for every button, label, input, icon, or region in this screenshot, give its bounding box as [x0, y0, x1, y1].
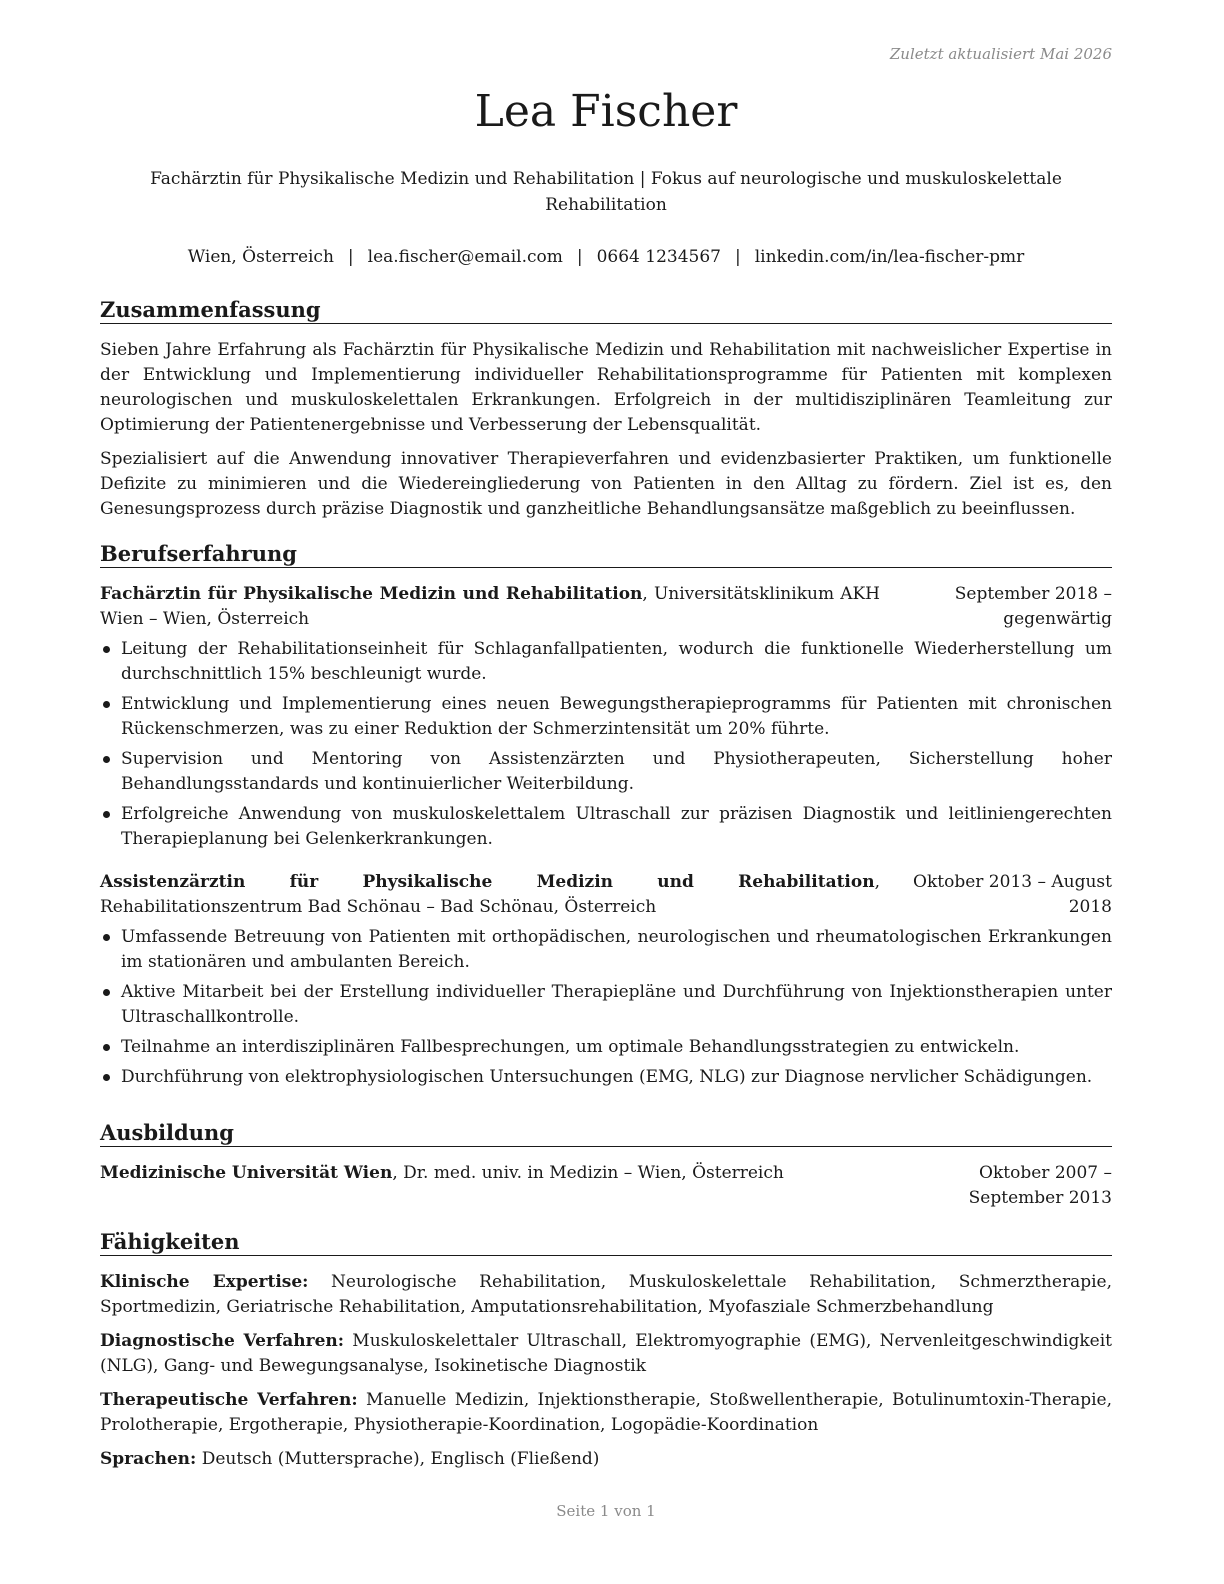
summary-paragraph: Sieben Jahre Erfahrung als Fachärztin für Physikalische Medizin und Rehabilitation mit nachweislicher Expertise in der Entwicklung und Implementierung individueller Rehabilitationsprogramme für Patienten mit komplexen neurologischen und muskuloskelettalen Erkrankungen. Erfolgreich in der multidisziplinären Teamleitung zur Optimierung der Patientenergebnisse und Verbesserung der Lebensqualität. [100, 340, 1112, 435]
headline: Fachärztin für Physikalische Medizin und Rehabilitation | Fokus auf neurologische und muskuloskelettale Rehabilitation [150, 169, 1062, 215]
skill-group [100, 1270, 1112, 1320]
skill-group [100, 1329, 1112, 1379]
skill-value: Neurologische Rehabilitation, Muskuloskelettale Rehabilitation, Schmerztherapie, Sportmedizin, Geriatrische Rehabilitation, Amputationsrehabilitation, Myofasziale Schmerzbehandlung [100, 1272, 1113, 1317]
skills-section [100, 1229, 1112, 1481]
job-bullet: Teilnahme an interdisziplinären Fallbesprechungen, um optimale Behandlungsstrategien zu entwickeln. [100, 1035, 1112, 1060]
job-role: Fachärztin für Physikalische Medizin und Rehabilitation [100, 584, 643, 604]
skill-value: Muskuloskelettaler Ultraschall, Elektromyographie (EMG), Nervenleitgeschwindigkeit (NLG), Gang- und Bewegungsanalyse, Isokinetische Diagnostik [100, 1331, 1112, 1376]
section-heading: Zusammenfassung [100, 297, 1112, 324]
page-number: Seite 1 von 1 [556, 1502, 656, 1520]
summary-paragraph: Spezialisiert auf die Anwendung innovativer Therapieverfahren und evidenzbasierter Praktiken, um funktionelle Defizite zu minimieren und die Wiedereingliederung von Patienten in den Alltag zu fördern. Ziel ist es, den Genesungsprozess durch präzise Diagnostik und ganzheitliche Behandlungsansätze maßgeblich zu beeinflussen. [100, 449, 1112, 519]
job-dates: September 2018 – gegenwärtig [954, 584, 1112, 629]
education-dates: Oktober 2007 – September 2013 [968, 1163, 1112, 1208]
section-heading: Berufserfahrung [100, 541, 1112, 568]
contact-line [100, 244, 1112, 270]
job-bullet: Erfolgreiche Anwendung von muskuloskelettalem Ultraschall zur präzisen Diagnostik und leitliniengerechten Therapieplanung bei Gelenkerkrankungen. [100, 802, 1112, 852]
job-entry [100, 870, 1112, 1090]
education-section [100, 1120, 1112, 1211]
contact-separator: | [576, 247, 583, 267]
job-dates: Oktober 2013 – August 2018 [913, 872, 1112, 917]
job-entry [100, 582, 1112, 852]
job-bullet: Umfassende Betreuung von Patienten mit orthopädischen, neurologischen und rheumatologischen Erkrankungen im stationären und ambulanten Bereich. [100, 925, 1112, 975]
contact-separator: | [347, 247, 354, 267]
contact-separator: | [735, 247, 741, 267]
education-entry [100, 1161, 1112, 1211]
skill-label: Klinische Expertise: [100, 1272, 309, 1292]
skill-group [100, 1388, 1112, 1438]
skill-label: Therapeutische Verfahren: [100, 1390, 358, 1410]
job-organization: , Universitätsklinikum AKH Wien – Wien, Österreich [100, 584, 880, 629]
job-bullet: Aktive Mitarbeit bei der Erstellung individueller Therapiepläne und Durchführung von Injektionstherapien unter Ultraschallkontrolle. [100, 980, 1112, 1030]
candidate-name: Lea Fischer [474, 86, 738, 137]
summary-section [100, 297, 1112, 531]
section-heading: Ausbildung [100, 1120, 1112, 1147]
job-bullet: Supervision und Mentoring von Assistenzärzten und Physiotherapeuten, Sicherstellung hoher Behandlungsstandards und kontinuierlicher Weiterbildung. [100, 747, 1112, 797]
last-updated: Zuletzt aktualisiert Mai 2026 [889, 45, 1112, 63]
skill-label: Diagnostische Verfahren: [100, 1331, 345, 1351]
education-school: Medizinische Universität Wien [100, 1163, 393, 1183]
job-bullet: Durchführung von elektrophysiologischen Untersuchungen (EMG, NLG) zur Diagnose nervlicher Schädigungen. [100, 1065, 1112, 1090]
contact-linkedin[interactable]: linkedin.com/in/lea-fischer-pmr [754, 247, 1025, 267]
contact-phone[interactable]: 0664 1234567 [596, 247, 721, 267]
contact-location: Wien, Österreich [187, 247, 334, 267]
section-heading: Fähigkeiten [100, 1229, 1112, 1256]
resume-page [100, 0, 1112, 1584]
contact-email[interactable]: lea.fischer@email.com [367, 247, 563, 267]
skill-group [100, 1447, 1112, 1472]
education-detail: , Dr. med. univ. in Medizin – Wien, Österreich [392, 1163, 784, 1183]
skill-value: Deutsch (Muttersprache), Englisch (Fließend) [196, 1449, 600, 1469]
skill-label: Sprachen: [100, 1449, 197, 1469]
job-bullet: Leitung der Rehabilitationseinheit für Schlaganfallpatienten, wodurch die funktionelle Wiederherstellung um durchschnittlich 15% beschleunigt wurde. [100, 637, 1112, 687]
job-role: Assistenzärztin für Physikalische Medizin und Rehabilitation [100, 872, 875, 892]
experience-section [100, 541, 1112, 1108]
skill-value: Manuelle Medizin, Injektionstherapie, Stoßwellentherapie, Botulinumtoxin-Therapie, Prolotherapie, Ergotherapie, Physiotherapie-Koordination, Logopädie-Koordination [100, 1390, 1112, 1435]
job-bullet: Entwicklung und Implementierung eines neuen Bewegungstherapieprogramms für Patienten mit chronischen Rückenschmerzen, was zu einer Reduktion der Schmerzintensität um 20% führte. [100, 692, 1112, 742]
job-organization: , Rehabilitationszentrum Bad Schönau – Bad Schönau, Österreich [100, 872, 880, 917]
